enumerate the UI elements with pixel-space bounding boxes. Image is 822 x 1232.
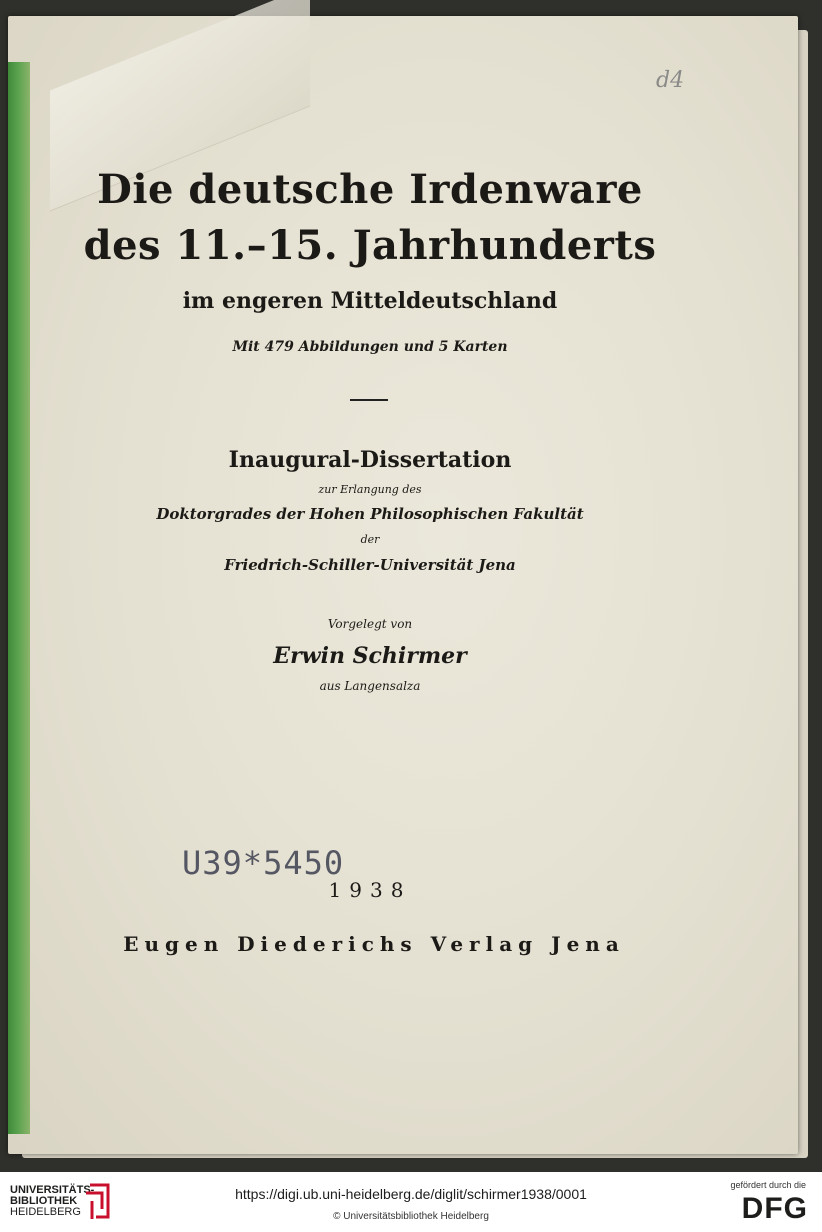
university-line: Friedrich-Schiller-Universität Jena: [224, 556, 516, 574]
divider-rule: [350, 399, 388, 401]
title-line-1: Die deutsche Irdenware: [97, 166, 643, 213]
dfg-logo[interactable]: DFG: [741, 1192, 808, 1225]
library-name-line-1: UNIVERSITÄTS-: [10, 1184, 95, 1196]
footer-bar: [0, 1172, 822, 1232]
degree-line: Doktorgrades der Hohen Philosophischen Fakultät: [156, 505, 584, 523]
dissertation-heading: Inaugural-Dissertation: [228, 447, 512, 473]
publisher: Eugen Diederichs Verlag Jena: [123, 932, 625, 956]
funding-label: gefördert durch die: [730, 1180, 806, 1190]
library-name-line-2: BIBLIOTHEK: [10, 1195, 78, 1207]
author-origin: aus Langensalza: [319, 679, 421, 693]
illustrations-note: Mit 479 Abbildungen und 5 Karten: [232, 339, 508, 355]
title-line-2: des 11.–15. Jahrhunderts: [83, 222, 657, 269]
der-line: der: [360, 533, 380, 546]
pencil-note: d4: [656, 68, 685, 93]
purpose-line: zur Erlangung des: [318, 483, 422, 496]
green-spine: [8, 62, 30, 1134]
publication-year: 1938: [328, 878, 412, 902]
copyright-notice: © Universitätsbibliothek Heidelberg: [333, 1211, 489, 1222]
library-name-line-3: HEIDELBERG: [10, 1206, 81, 1218]
shelfmark-stamp: U39*5450: [182, 844, 345, 882]
presented-by: Vorgelegt von: [327, 617, 413, 631]
subtitle: im engeren Mitteldeutschland: [182, 288, 558, 314]
document-page: [8, 16, 798, 1154]
permalink-url[interactable]: https://digi.ub.uni-heidelberg.de/diglit/schirmer1938/0001: [235, 1186, 587, 1202]
author-name: Erwin Schirmer: [273, 643, 467, 669]
